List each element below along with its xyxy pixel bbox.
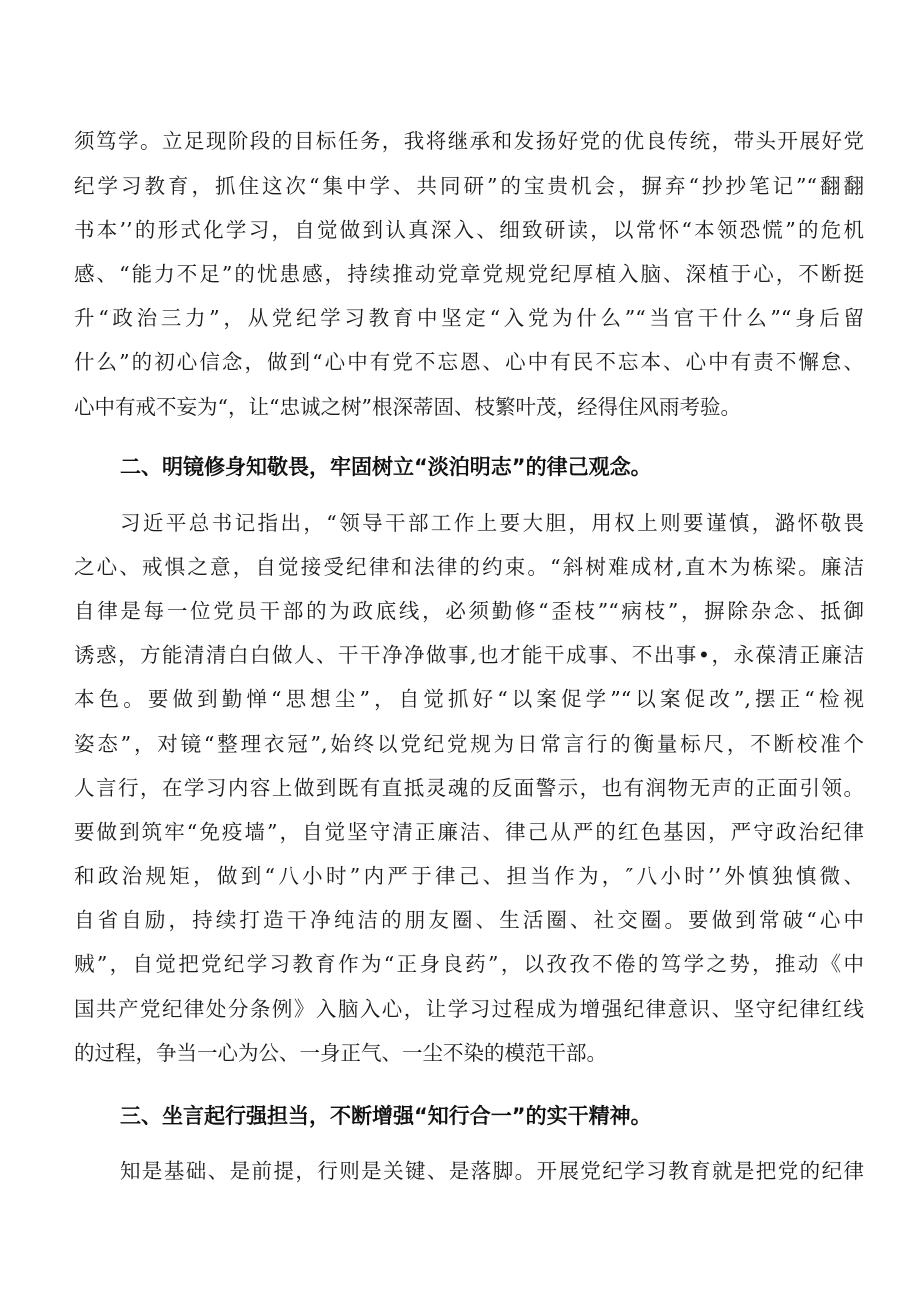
paragraph-1-line: 书本’’的形式化学习，自觉做到认真深入、细致研读，以常怀“本领恐慌”的危机 bbox=[74, 218, 864, 242]
paragraph-1-line: 心中有戒不妄为“，让“忠诚之树”根深蒂固、枝繁叶茂，经得住风雨考验。 bbox=[74, 395, 741, 419]
section-heading-3: 三、坐言起行强担当，不断增强“知行合一”的实干精神。 bbox=[120, 1104, 652, 1128]
paragraph-2-line: 诱惑，方能清清白白做人、干干净净做事,也才能干成事、不出事•，永葆清正廉洁 bbox=[74, 643, 864, 667]
paragraph-3-line: 知是基础、是前提，行则是关键、是落脚。开展党纪学习教育就是把党的纪律 bbox=[120, 1159, 864, 1183]
paragraph-2-line: 国共产党纪律处分条例》入脑入心，让学习过程成为增强纪律意识、坚守纪律红线 bbox=[74, 997, 864, 1021]
paragraph-2-line: 和政治规矩，做到“八小时”内严于律己、担当作为，″八小时’’外慎独慎微、 bbox=[74, 864, 864, 888]
paragraph-2-line: 人言行，在学习内容上做到既有直抵灵魂的反面警示，也有润物无声的正面引领。 bbox=[74, 776, 864, 800]
paragraph-1-line: 须笃学。立足现阶段的目标任务，我将继承和发扬好党的优良传统，带头开展好党 bbox=[74, 129, 864, 153]
paragraph-2-line: 贼”，自觉把党纪学习教育作为“正身良药”，以孜孜不倦的笃学之势，推动《中 bbox=[74, 952, 864, 976]
paragraph-1-line: 升“政治三力”，从党纪学习教育中坚定“入党为什么”“当官干什么”“身后留 bbox=[74, 306, 864, 330]
paragraph-1-line: 纪学习教育，抓住这次“集中学、共同研”的宝贵机会，摒弃“抄抄笔记”“翻翻 bbox=[74, 174, 864, 198]
paragraph-2-line: 的过程，争当一心为公、一身正气、一尘不染的模范干部。 bbox=[74, 1041, 607, 1065]
paragraph-2-line: 习近平总书记指出，“领导干部工作上要大胆，用权上则要谨慎，潞怀敬畏 bbox=[120, 511, 864, 535]
paragraph-2-line: 之心、戒惧之意，自觉接受纪律和法律的约束。“斜树难成材,直木为栋梁。廉洁 bbox=[74, 555, 864, 579]
paragraph-1-line: 什么”的初心信念，做到“心中有党不忘恩、心中有民不忘本、心中有责不懈怠、 bbox=[74, 350, 864, 374]
paragraph-2-line: 要做到筑牢“免疫墙”，自觉坚守清正廉洁、律己从严的红色基因，严守政治纪律 bbox=[74, 820, 864, 844]
paragraph-2-line: 自省自励，持续打造干净纯洁的朋友圈、生活圈、社交圈。要做到常破“心中 bbox=[74, 908, 864, 932]
section-heading-2: 二、明镜修身知敬畏，牢固树立“淡泊明志”的律己观念。 bbox=[120, 455, 652, 479]
paragraph-2-line: 本色。要做到勤惮“思想尘”，自觉抓好“以案促学”“以案促改”,摆正“检视 bbox=[74, 687, 864, 711]
paragraph-1-line: 感、“能力不足”的忧患感，持续推动党章党规党纪厚植入脑、深植于心，不断挺 bbox=[74, 262, 864, 286]
paragraph-2-line: 自律是每一位党员干部的为政底线，必须勤修“歪枝”“病枝”，摒除杂念、抵御 bbox=[74, 599, 864, 623]
paragraph-2-line: 姿态”，对镜“整理衣冠”,始终以党纪党规为日常言行的衡量标尺，不断校准个 bbox=[74, 732, 864, 756]
